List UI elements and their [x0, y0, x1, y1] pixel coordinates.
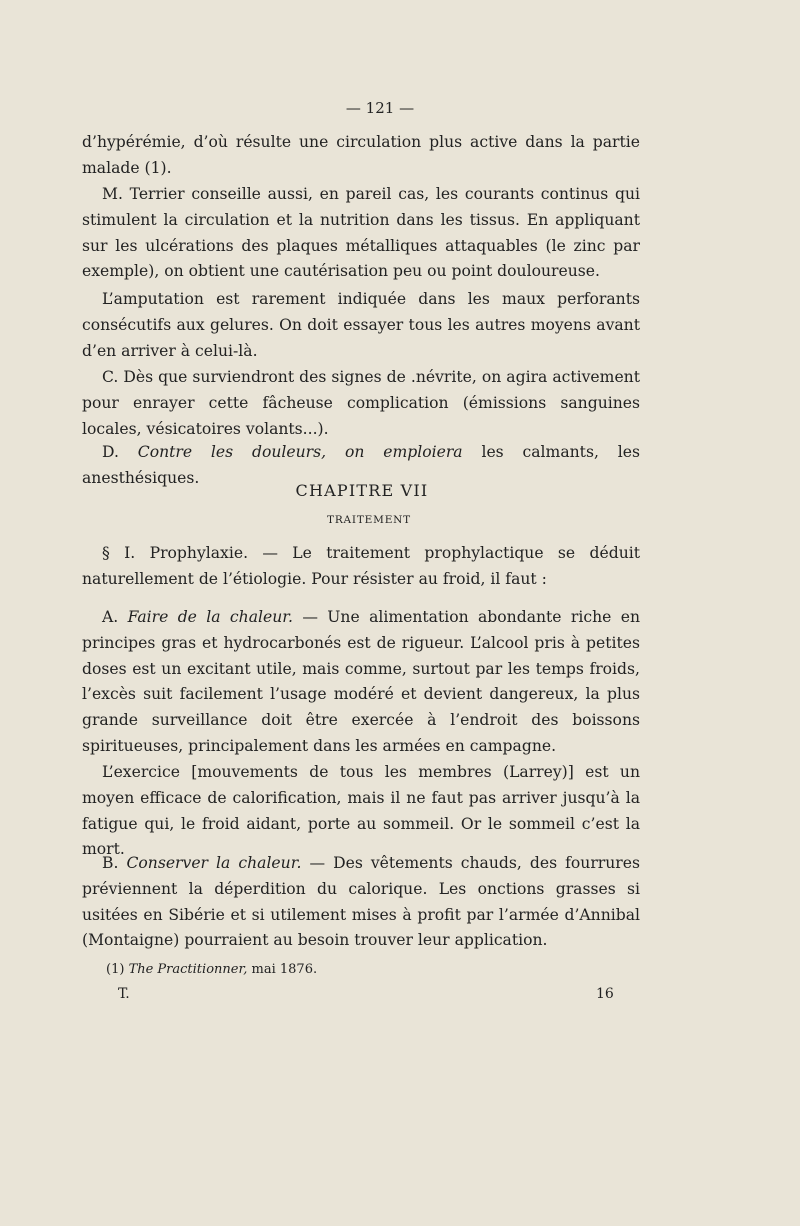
page-number: — 121 —	[345, 99, 415, 117]
paragraph-nevrite: C. Dès que surviendront des signes de .névrite, on agira activement pour enrayer cette fâcheuse complication (émissions sanguines locales, vésicatoires volants...).	[82, 368, 640, 438]
paragraph-douleurs-italic: Contre les douleurs, on emploiera	[137, 443, 463, 461]
signature-letter: T.	[118, 986, 130, 1002]
section-a-heading: Faire de la chaleur.	[127, 608, 293, 626]
footnote-mark: (1)	[106, 962, 125, 977]
paragraph-hyperemie: d’hypérémie, d’où résulte une circulation plus active dans la partie malade (1).	[82, 133, 640, 177]
chapter-title: CHAPITRE VII	[295, 481, 429, 500]
section-b-lead: B.	[102, 854, 119, 872]
section-a	[82, 605, 640, 760]
paragraph-amputation: L’amputation est rarement indiquée dans les maux perforants consécutifs aux gelures. On doit essayer tous les autres moyens avant d’en arriver à celui-là.	[82, 290, 640, 360]
section-b	[82, 851, 640, 954]
paragraph-prophylaxie: § I. Prophylaxie. — Le traitement prophylactique se déduit naturellement de l’étiologie. Pour résister au froid, il faut :	[82, 544, 640, 588]
section-b-heading: Conserver la chaleur.	[126, 854, 302, 872]
paragraph-exercice: L’exercice [mouvements de tous les membres (Larrey)] est un moyen efficace de calorification, mais il ne faut pas arriver jusqu’à la fatigue qui, le froid aidant, porte au sommeil. Or le sommeil c’est la mort.	[82, 763, 640, 859]
section-a-lead: A.	[102, 608, 119, 626]
chapter-subtitle: TRAITEMENT	[327, 514, 411, 526]
paragraph-douleurs-lead: D.	[102, 443, 119, 461]
footnote-source: The Practitionner,	[128, 962, 248, 977]
section-b-text: — Des vêtements chauds, des fourrures préviennent la déperdition du calorique. Les onctions grasses si usitées en Sibérie et si utilement mises à profit par l’armée d’Annibal (Montaigne) pourraient au besoin trouver leur application.	[82, 854, 640, 950]
paragraph-terrier: M. Terrier conseille aussi, en pareil cas, les courants continus qui stimulent la circulation et la nutrition dans les tissus. En appliquant sur les ulcérations des plaques métalliques attaquables (le zinc par exemple), on obtient une cautérisation peu ou point douloureuse.	[82, 185, 640, 281]
paragraph-douleurs-rest: les calmants, les anesthésiques.	[82, 443, 640, 487]
footnote-date: mai 1876.	[251, 962, 318, 977]
section-a-text: — Une alimentation abondante riche en principes gras et hydrocarbonés est de rigueur. L’alcool pris à petites doses est un excitant utile, mais comme, surtout par les temps froids, l’excès suit facilement l’usage modéré et devient dangereux, la plus grande surveillance doit être exercée à l’endroit des boissons spiritueuses, principalement dans les armées en campagne.	[82, 608, 640, 755]
signature-number: 16	[596, 986, 614, 1002]
footnote	[106, 962, 317, 977]
